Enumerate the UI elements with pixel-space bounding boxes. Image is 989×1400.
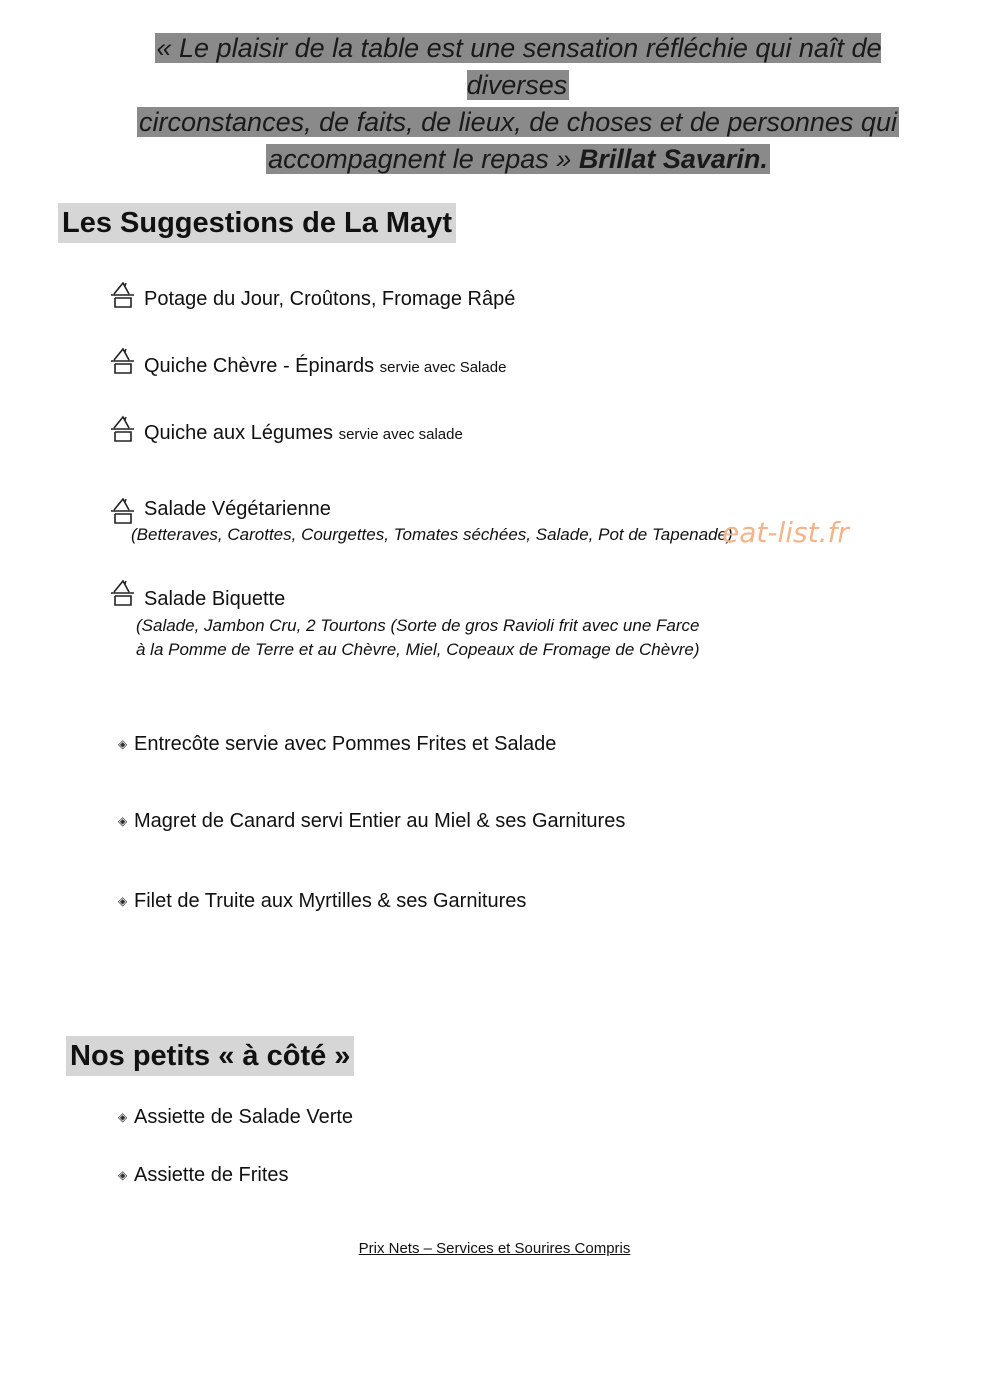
menu-item-entrecote: Entrecôte servie avec Pommes Frites et Salade [134, 733, 557, 755]
menu-item-magret: Magret de Canard servi Entier au Miel & ses Garnitures [134, 810, 626, 832]
quote-line-3: accompagnent le repas » [268, 144, 572, 174]
diamond-bullet-icon: ◈ [118, 1168, 128, 1182]
section-title-a-cote: Nos petits « à côté » [66, 1036, 354, 1076]
item-label: Salade Végétarienne [144, 498, 331, 520]
item-note: servie avec salade [338, 426, 463, 443]
quote-line-3-wrap [266, 144, 770, 174]
quote-author: Brillat Savarin. [578, 144, 768, 174]
vegetarian-house-icon [110, 414, 136, 444]
vegetarian-house-icon [110, 346, 136, 376]
menu-item-quiche-legumes [144, 420, 463, 448]
diamond-bullet-icon: ◈ [118, 737, 128, 751]
menu-item-salade-verte: Assiette de Salade Verte [134, 1106, 354, 1128]
footer-note: Prix Nets – Services et Sourires Compris [358, 1240, 631, 1257]
section-title-suggestions: Les Suggestions de La Mayt [58, 203, 456, 243]
item-description-line-2: à la Pomme de Terre et au Chèvre, Miel, Copeaux de Fromage de Chèvre) [136, 640, 700, 659]
item-description-line-1: (Salade, Jambon Cru, 2 Tourtons (Sorte de gros Ravioli frit avec une Farce [136, 616, 700, 635]
menu-item-frites: Assiette de Frites [134, 1164, 289, 1186]
menu-item-quiche-chevre [144, 353, 506, 381]
vegetarian-house-icon [110, 496, 136, 526]
diamond-bullet-icon: ◈ [118, 1110, 128, 1124]
menu-item-salade-biquette [144, 586, 285, 612]
item-label: Quiche Chèvre - Épinards [144, 355, 375, 377]
menu-item-truite: Filet de Truite aux Myrtilles & ses Garnitures [134, 890, 527, 912]
menu-item-potage [144, 286, 515, 312]
epigraph-quote [100, 30, 936, 178]
vegetarian-house-icon [110, 578, 136, 608]
watermark-logo: eat-list.fr [722, 516, 849, 549]
menu-item-salade-vegetarienne [144, 496, 331, 522]
item-label: Salade Biquette [144, 588, 286, 610]
item-note: servie avec Salade [379, 359, 507, 376]
diamond-bullet-icon: ◈ [118, 894, 128, 908]
item-label: Potage du Jour, Croûtons, Fromage Râpé [144, 288, 516, 310]
diamond-bullet-icon: ◈ [118, 814, 128, 828]
item-label: Quiche aux Légumes [144, 422, 334, 444]
item-description: (Betteraves, Carottes, Courgettes, Tomates séchées, Salade, Pot de Tapenade) [131, 525, 733, 544]
quote-line-2: circonstances, de faits, de lieux, de choses et de personnes qui [139, 107, 897, 137]
vegetarian-house-icon [110, 280, 136, 310]
quote-line-1: « Le plaisir de la table est une sensation réfléchie qui naît de diverses [156, 33, 882, 100]
